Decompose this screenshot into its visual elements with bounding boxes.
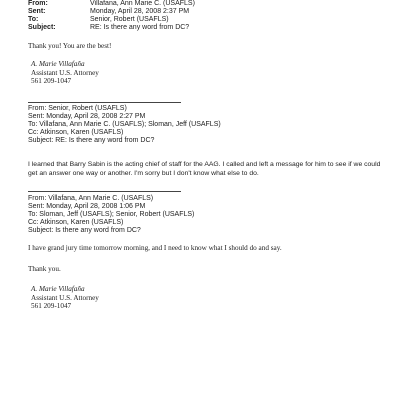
reply1-signature-phone: 561 209-1047 <box>31 77 72 85</box>
message3-cc: Cc: Atkinson, Karen (USAFLS) <box>28 219 124 226</box>
top-sent-row <box>28 8 189 16</box>
to-label: To: <box>28 16 39 23</box>
message3-signature-title: Assistant U.S. Attorney <box>31 294 99 302</box>
reply1-body: Thank you! You are the best! <box>28 42 112 50</box>
message2-body-line1: I learned that Barry Sabin is the acting chief of staff for the AAG. I called and left a message for him to see if we could <box>28 161 381 168</box>
to-value: Senior, Robert (USAFLS) <box>90 16 169 23</box>
message3-signature-phone: 561 209-1047 <box>31 302 72 310</box>
top-subject-row <box>28 24 189 32</box>
sent-value: Monday, April 28, 2008 2:37 PM <box>90 8 190 15</box>
divider-message3 <box>28 191 181 192</box>
message2-to: To: Villafana, Ann Marie C. (USAFLS); Sloman, Jeff (USAFLS) <box>28 121 221 128</box>
divider-message2 <box>28 102 181 103</box>
message2-cc: Cc: Atkinson, Karen (USAFLS) <box>28 129 124 136</box>
from-value: Villafana, Ann Marie C. (USAFLS) <box>90 0 195 7</box>
subject-value: RE: Is there any word from DC? <box>90 24 190 31</box>
message2-body-line2: get an answer one way or another. I'm sorry but I don't know what else to do. <box>28 170 259 177</box>
subject-label: Subject: <box>28 24 56 31</box>
message3-subject: Subject: Is there any word from DC? <box>28 227 141 234</box>
reply1-signature-title: Assistant U.S. Attorney <box>31 69 99 77</box>
message2-sent: Sent: Monday, April 28, 2008 2:27 PM <box>28 113 146 120</box>
top-from-row <box>28 0 195 8</box>
from-label: From: <box>28 0 48 7</box>
message3-signature-name: A. Marie Villafaña <box>31 285 85 293</box>
message3-thanks: Thank you. <box>28 265 61 273</box>
message3-sent: Sent: Monday, April 28, 2008 1:06 PM <box>28 203 146 210</box>
message2-subject: Subject: RE: Is there any word from DC? <box>28 137 155 144</box>
message3-body: I have grand jury time tomorrow morning, and I need to know what I should do and say. <box>28 244 282 252</box>
message2-from: From: Senior, Robert (USAFLS) <box>28 105 127 112</box>
sent-label: Sent: <box>28 8 46 15</box>
top-to-row <box>28 16 169 24</box>
message3-to: To: Sloman, Jeff (USAFLS); Senior, Robert (USAFLS) <box>28 211 195 218</box>
message3-from: From: Villafana, Ann Marie C. (USAFLS) <box>28 195 154 202</box>
reply1-signature-name: A. Marie Villafaña <box>31 60 85 68</box>
